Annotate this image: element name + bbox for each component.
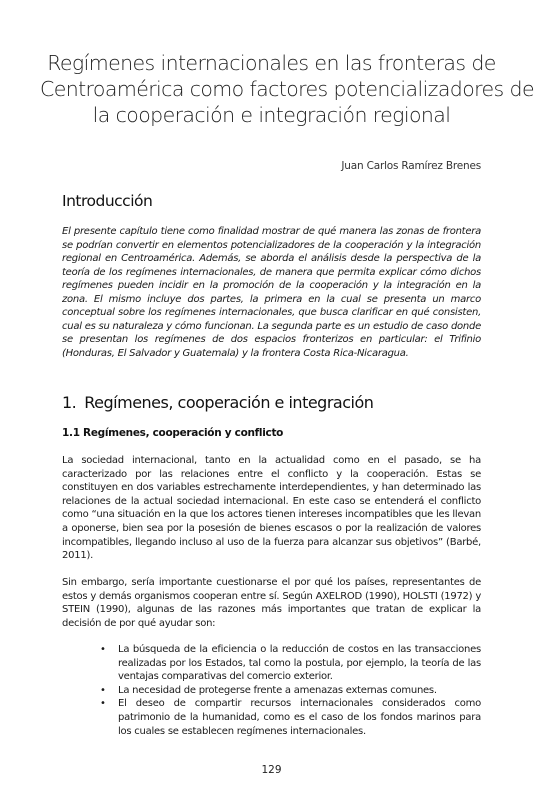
- title-line: Centroamérica como factores potencializadores de: [40, 77, 534, 101]
- introduction-heading: Introducción: [62, 192, 153, 210]
- subsection-heading: 1.1 Regímenes, cooperación y conflicto: [62, 427, 284, 439]
- bullet-marker: •: [100, 644, 106, 655]
- list-item: [100, 684, 481, 698]
- body-paragraph: La sociedad internacional, tanto en la actualidad como en el pasado, se ha caracterizado por las relaciones entre el conflicto y la cooperación. Estas se constituyen en dos variables estrechamente interdependientes, y han determinado las relaciones de la actual sociedad internacional. En este caso se entenderá el conflicto como “una situación en la que los actores tienen intereses incompatibles que les llevan a oponerse, bien sea por la posesión de bienes escasos o por la realización de valores incompatibles, llegando incluso al uso de la fuerza para alcanzar sus objetivos” (Barbé, 2011).: [62, 455, 481, 562]
- title-line: la cooperación e integración regional: [92, 103, 451, 127]
- page-number: 129: [261, 764, 282, 776]
- author-name: Juan Carlos Ramírez Brenes: [341, 160, 481, 172]
- section-title: Regímenes, cooperación e integración: [84, 393, 374, 412]
- list-item: [100, 643, 481, 684]
- bullet-marker: •: [100, 684, 106, 696]
- list-item-text: La necesidad de protegerse frente a amenazas externas comunes.: [118, 684, 437, 696]
- list-item-text: El deseo de compartir recursos internacionales considerados como patrimonio de la humanidad, como es el caso de los fondos marinos para los cuales se establecen regímenes internacionales.: [118, 698, 481, 737]
- title-line: Regímenes internacionales en las fronteras de: [47, 51, 496, 75]
- list-item-text: La búsqueda de la eficiencia o la reducción de costos en las transacciones realizadas por los Estados, tal como la postula, por ejemplo, la teoría de las ventajas comparativas del comercio exterior.: [118, 644, 481, 683]
- introduction-text: El presente capítulo tiene como finalidad mostrar de qué manera las zonas de frontera se podrían convertir en elementos potencializadores de la cooperación y la integración regional en Centroamérica. Además, se aborda el análisis desde la perspectiva de la teoría de los regímenes internacionales, de manera que permita explicar cómo dichos regímenes pueden incidir en la promoción de la cooperación y la integración en la zona. El mismo incluye dos partes, la primera en la cual se presenta un marco conceptual sobre los regímenes internacionales, que busca clarificar en qué consisten, cual es su naturaleza y cómo funcionan. La segunda parte es un estudio de caso donde se presentan los regímenes de dos espacios fronterizos en particular: el Trifinio (Honduras, El Salvador y Guatemala) y la frontera Costa Rica-Nicaragua.: [62, 226, 481, 359]
- body-paragraph: Sin embargo, sería importante cuestionarse el por qué los países, representantes de estos y demás organismos cooperan entre sí. Según AXELROD (1990), HOLSTI (1972) y STEIN (1990), algunas de las razones más importantes que tratan de explicar la decisión de por qué ayudar son:: [62, 577, 481, 629]
- section-heading: [62, 393, 373, 412]
- section-number: 1.: [62, 393, 77, 412]
- reasons-list: [100, 643, 481, 738]
- bullet-marker: •: [100, 698, 106, 710]
- chapter-title: [40, 50, 534, 128]
- list-item: [100, 697, 481, 738]
